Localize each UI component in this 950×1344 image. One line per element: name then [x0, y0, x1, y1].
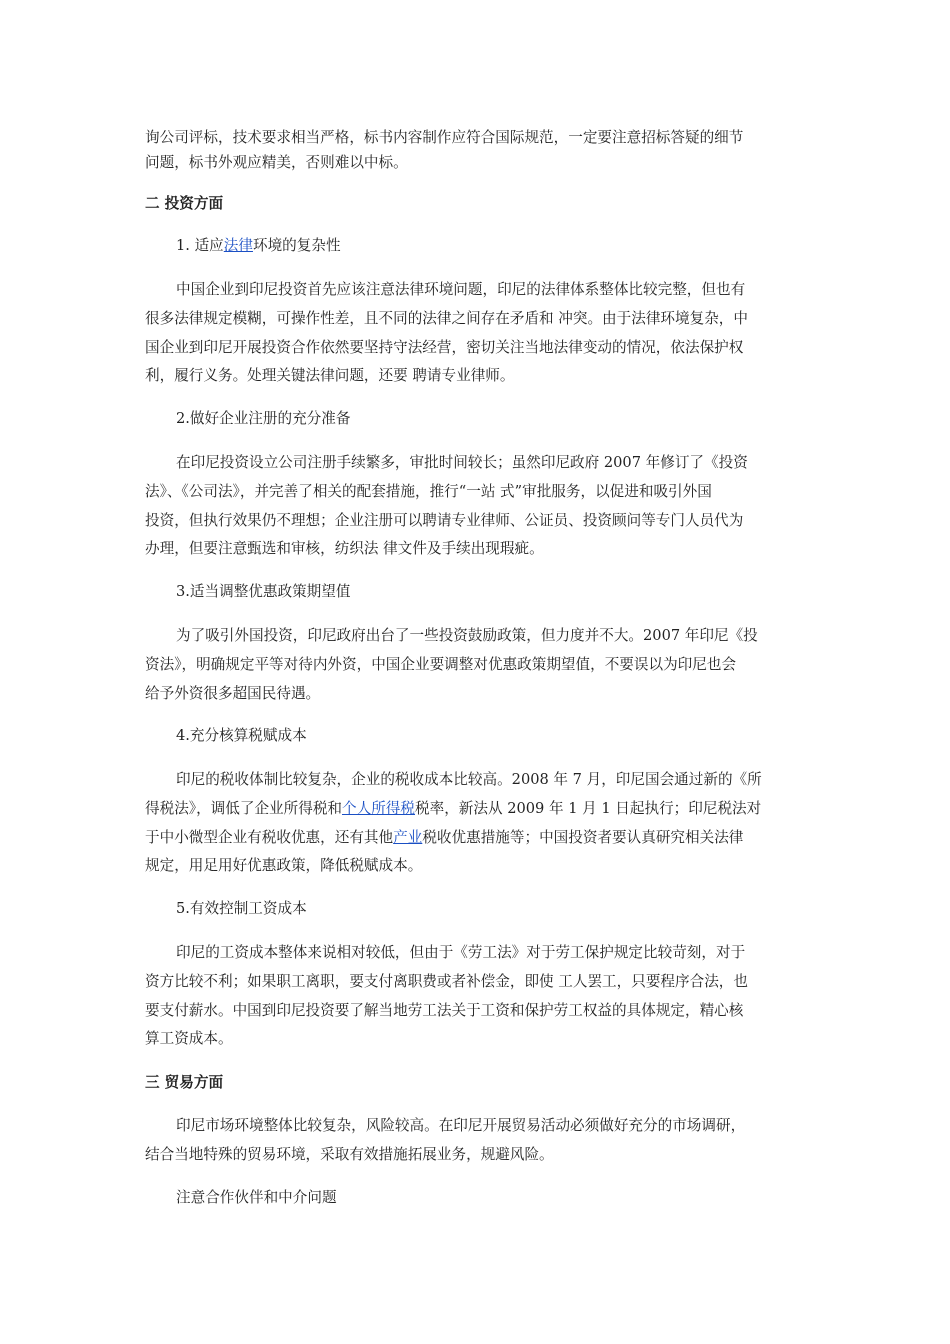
- industry-link[interactable]: 产业: [393, 829, 423, 846]
- section2-heading: 二 投资方面: [145, 195, 224, 212]
- item1-line-2: 很多法律规定模糊，可操作性差，且不同的法律之间存在矛盾和 冲突。由于法律环境复杂，中: [145, 310, 748, 327]
- intro-line-2: 问题，标书外观应精美，否则难以中标。: [145, 154, 408, 171]
- item3-title: 3.适当调整优惠政策期望值: [176, 583, 351, 600]
- item5-line-3: 要支付薪水。中国到印尼投资要了解当地劳工法关于工资和保护劳工权益的具体规定，精心核: [145, 1002, 744, 1019]
- item4-line-3-pre: 于中小微型企业有税收优惠，还有其他: [145, 829, 394, 846]
- personal-income-tax-link[interactable]: 个人所得税: [342, 800, 415, 817]
- item4-line-2: [145, 795, 813, 824]
- item2-title: 2.做好企业注册的充分准备: [176, 410, 351, 427]
- section3-subheading: 注意合作伙伴和中介问题: [176, 1189, 337, 1206]
- item4-line-2-pre: 得税法》，调低了企业所得税和: [145, 800, 343, 817]
- law-link[interactable]: 法律: [223, 237, 253, 254]
- item2-line-1: 在印尼投资设立公司注册手续繁多，审批时间较长；虽然印尼政府 2007 年修订了《投资: [176, 454, 748, 471]
- item5-title: 5.有效控制工资成本: [176, 900, 307, 917]
- item3-line-2: 资法》，明确规定平等对待内外资，中国企业要调整对优惠政策期望值，不要误以为印尼也会: [145, 656, 737, 673]
- item4-line-3: [145, 824, 813, 853]
- item1-title-post: 环境的复杂性: [252, 237, 341, 254]
- item2-line-3: 投资，但执行效果仍不理想；企业注册可以聘请专业律师、公证员、投资顾问等专门人员代为: [145, 512, 744, 529]
- section3-line-2: 结合当地特殊的贸易环境，采取有效措施拓展业务，规避风险。: [145, 1146, 554, 1163]
- section3-line-1: 印尼市场环境整体比较复杂，风险较高。在印尼开展贸易活动必须做好充分的市场调研，: [176, 1117, 746, 1134]
- item5-line-2: 资方比较不利；如果职工离职，要支付离职费或者补偿金，即使 工人罢工，只要程序合法，也: [145, 973, 748, 990]
- item4-line-2-post: 税率，新法从 2009 年 1 月 1 日起执行；印尼税法对: [415, 800, 762, 817]
- item2-line-4: 办理，但要注意甄选和审核，纺织法 律文件及手续出现瑕疵。: [145, 540, 544, 557]
- section3-heading: 三 贸易方面: [145, 1074, 224, 1091]
- item3-line-1: 为了吸引外国投资，印尼政府出台了一些投资鼓励政策，但力度并不大。2007 年印尼《投: [176, 627, 758, 644]
- item1-line-3: 国企业到印尼开展投资合作依然要坚持守法经营，密切关注当地法律变动的情况，依法保护权: [145, 339, 744, 356]
- intro-line-1: 询公司评标，技术要求相当严格，标书内容制作应符合国际规范，一定要注意招标答疑的细节: [145, 129, 744, 146]
- item3-line-3: 给予外资很多超国民待遇。: [145, 685, 321, 702]
- item1-line-1: 中国企业到印尼投资首先应该注意法律环境问题，印尼的法律体系整体比较完整，但也有: [176, 281, 746, 298]
- item5-line-4: 算工资成本。: [145, 1030, 233, 1047]
- item1-line-4: 利，履行义务。处理关键法律问题，还要 聘请专业律师。: [145, 367, 515, 384]
- item5-line-1: 印尼的工资成本整体来说相对较低，但由于《劳工法》对于劳工保护规定比较苛刻，对于: [176, 944, 746, 961]
- item1-title-pre: 1. 适应: [176, 237, 224, 254]
- item4-line-3-post: 税收优惠措施等；中国投资者要认真研究相关法律: [422, 829, 744, 846]
- item2-line-2: 法》、《公司法》，并完善了相关的配套措施，推行“一站 式”审批服务，以促进和吸引外国: [145, 483, 712, 500]
- item4-title: 4.充分核算税赋成本: [176, 727, 307, 744]
- item4-line-1: 印尼的税收体制比较复杂，企业的税收成本比较高。2008 年 7 月，印尼国会通过新的《所: [176, 771, 762, 788]
- item1-title: [176, 232, 813, 261]
- item4-line-4: 规定，用足用好优惠政策，降低税赋成本。: [145, 857, 423, 874]
